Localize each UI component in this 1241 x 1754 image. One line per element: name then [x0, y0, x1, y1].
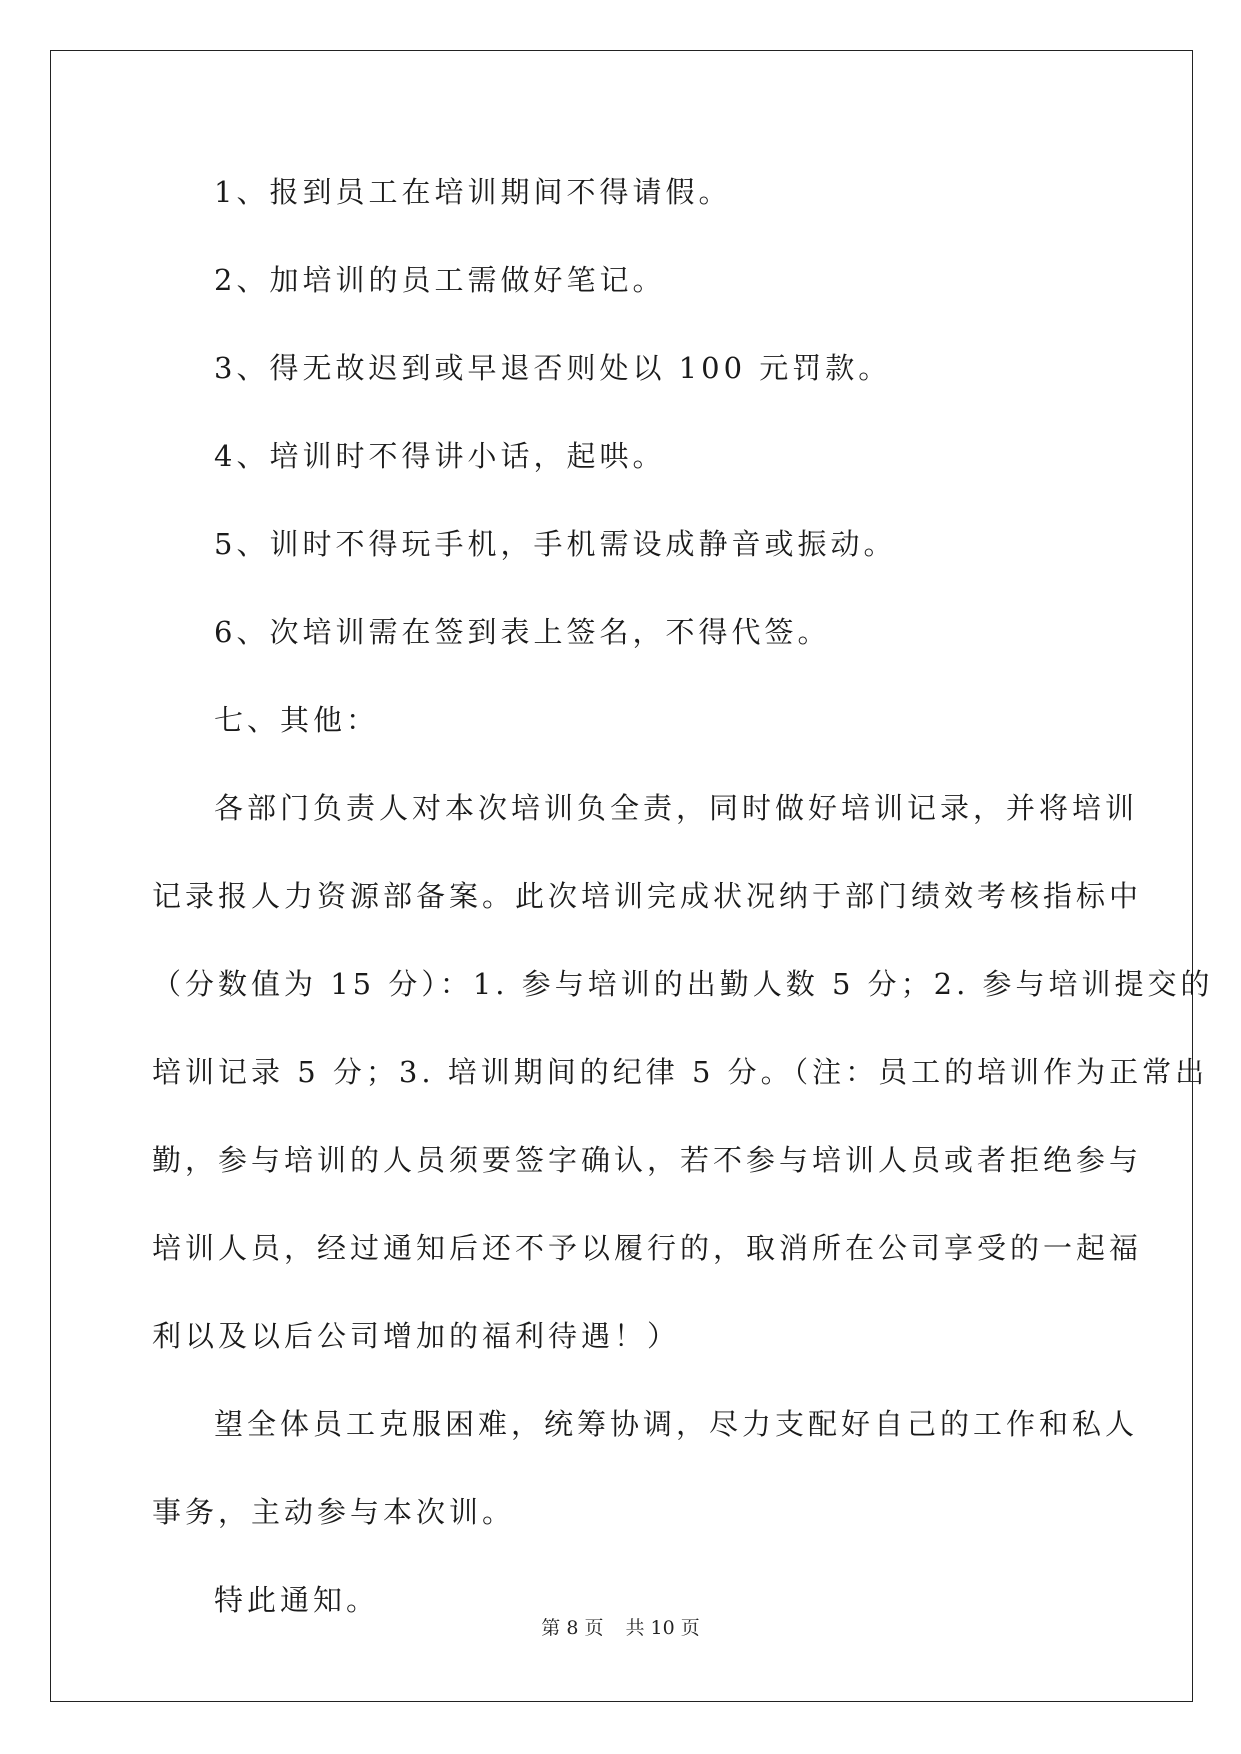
closing-line-2: 事务，主动参与本次训。: [152, 1495, 516, 1529]
rule-item-5: 5、训时不得玩手机，手机需设成静音或振动。: [214, 527, 897, 561]
rule-item-6: 6、次培训需在签到表上签名，不得代签。: [214, 615, 831, 649]
page-footer: [0, 1613, 1241, 1640]
section-line-3: （分数值为 15 分）：1. 参与培训的出勤人数 5 分；2. 参与培训提交的: [152, 967, 1214, 1001]
section-line-1: 各部门负责人对本次培训负全责，同时做好培训记录，并将培训: [214, 791, 1139, 825]
section-line-5: 勤，参与培训的人员须要签字确认，若不参与培训人员或者拒绝参与: [152, 1143, 1143, 1177]
section-line-6: 培训人员，经过通知后还不予以履行的，取消所在公司享受的一起福: [152, 1231, 1143, 1265]
section-heading: 七、其他：: [214, 703, 380, 737]
section-line-4: 培训记录 5 分；3. 培训期间的纪律 5 分。（注：员工的培训作为正常出: [152, 1055, 1209, 1089]
page-total: 共 10 页: [625, 1617, 700, 1639]
section-line-2: 记录报人力资源部备案。此次培训完成状况纳于部门绩效考核指标中: [152, 879, 1143, 913]
rule-item-4: 4、培训时不得讲小话，起哄。: [214, 439, 666, 473]
sign-off: 特此通知。: [214, 1583, 380, 1617]
rule-item-2: 2、加培训的员工需做好笔记。: [214, 263, 666, 297]
page-number: 第 8 页: [541, 1617, 604, 1639]
rule-item-3: 3、得无故迟到或早退否则处以 100 元罚款。: [214, 351, 892, 385]
rule-item-1: 1、报到员工在培训期间不得请假。: [214, 175, 732, 209]
closing-line-1: 望全体员工克服困难，统筹协调，尽力支配好自己的工作和私人: [214, 1407, 1139, 1441]
section-line-7: 利以及以后公司增加的福利待遇！）: [152, 1319, 681, 1353]
